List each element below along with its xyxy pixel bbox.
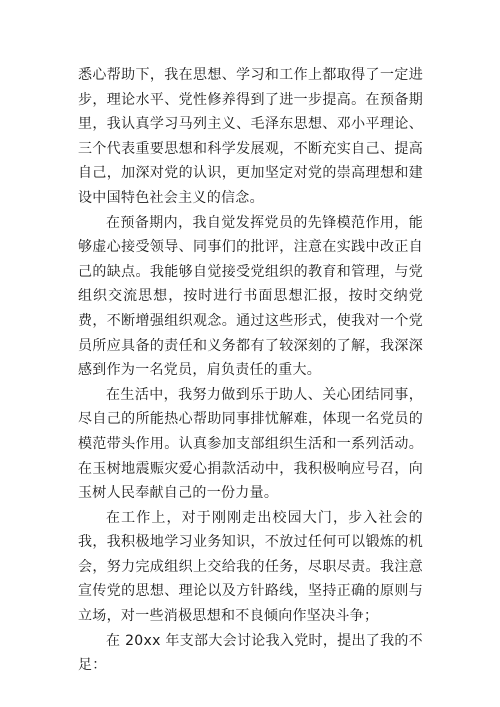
paragraph-1: 悉心帮助下，我在思想、学习和工作上都取得了一定进步，理论水平、党性修养得到了进一步提高。在预备期里，我认真学习马列主义、毛泽东思想、邓小平理论、三个代表重要思想和科学发展观，不断充实自己、提高自己，加深对党的认识，更加坚定对党的崇高理想和建设中国特色社会主义的信念。 (78, 67, 423, 206)
paragraph-3: 在生活中，我努力做到乐于助人、关心团结同事，尽自己的所能热心帮助同事排忧解难，体现一名党员的模范带头作用。认真参加支部组织生活和一系列活动。在玉树地震赈灾爱心捐款活动中，我积极响应号召，向玉树人民奉献自己的一份力量。 (78, 386, 423, 502)
paragraph-4: 在工作上，对于刚刚走出校园大门，步入社会的我，我积极地学习业务知识，不放过任何可以锻炼的机会，努力完成组织上交给我的任务，尽职尽责。我注意宣传党的思想、理论以及方针路线，坚持正确的原则与立场，对一些消极思想和不良倾向作坚决斗争； (78, 509, 423, 625)
paragraph-5: 在 20xx 年支部大会讨论我入党时，提出了我的不足： (78, 632, 423, 674)
paragraph-2: 在预备期内，我自觉发挥党员的先锋模范作用，能够虚心接受领导、同事们的批评，注意在实践中改正自己的缺点。我能够自觉接受党组织的教育和管理，与党组织交流思想，按时进行书面思想汇报，按时交纳党费，不断增强组织观念。通过这些形式，使我对一个党员所应具备的责任和义务都有了较深刻的了解，我深深感到作为一名党员，肩负责任的重大。 (78, 214, 423, 379)
document-body (78, 63, 423, 678)
